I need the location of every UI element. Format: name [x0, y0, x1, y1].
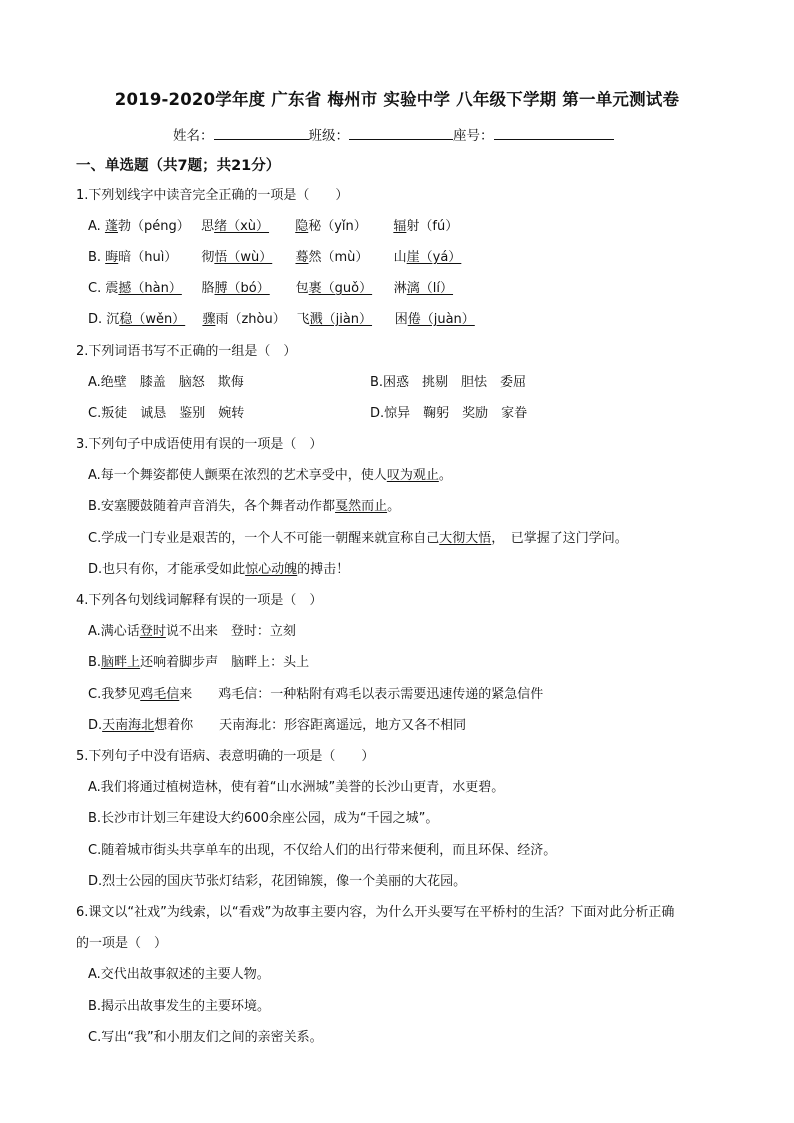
pinyin-item — [105, 280, 197, 298]
text-segment: B.安塞腰鼓随着声音消失，各个舞者动作都 — [88, 499, 336, 514]
text-segment: 还响着脚步声 脑畔上：头上 — [140, 655, 310, 670]
name-label: 姓名： — [173, 128, 214, 144]
text-segment: 淋 — [393, 281, 407, 296]
text-segment: B. — [88, 655, 102, 670]
question-3-stem: 3.下列句子中成语使用有误的一项是（ ） — [76, 437, 323, 452]
seat-field[interactable] — [494, 125, 614, 140]
text-segment: C.学成一门专业是艰苦的，一个人不可能一朝醒来就宣称自己 — [88, 531, 440, 546]
text-segment: 大彻大悟 — [439, 531, 492, 546]
pinyin-item — [296, 280, 390, 298]
pinyin-item — [202, 311, 292, 329]
question-6-option-a: A.交代出故事叙述的主要人物。 — [88, 967, 270, 982]
pinyin-item — [201, 218, 291, 236]
text-segment: 射（fú） — [406, 219, 459, 234]
text-segment: 来 鸡毛信：一种粘附有鸡毛以表示需要迅速传递的紧急信件 — [179, 687, 544, 702]
question-3-option-c — [88, 530, 628, 548]
class-label: 班级： — [308, 128, 349, 144]
text-segment: 天南海北 — [102, 718, 155, 733]
text-segment: B. — [88, 250, 102, 265]
text-segment: 飞 — [296, 312, 310, 327]
text-segment: 登时 — [139, 624, 166, 639]
question-1-option-c — [88, 280, 453, 298]
question-3-option-d — [88, 561, 349, 579]
pinyin-item — [295, 218, 389, 236]
text-segment: 蓬 — [104, 219, 118, 234]
text-segment: 蓦 — [295, 250, 309, 265]
question-4-option-d — [88, 717, 466, 735]
text-segment: 。 — [438, 468, 452, 483]
pinyin-item — [395, 311, 475, 329]
question-5-option-d: D.烈士公园的国庆节张灯结彩，花团锦簇，像一个美丽的大花园。 — [88, 874, 467, 889]
pinyin-item — [295, 249, 389, 267]
question-1-option-d — [88, 311, 475, 329]
text-segment: 辐 — [393, 219, 407, 234]
question-5-stem: 5.下列句子中没有语病、表意明确的一项是（ ） — [76, 749, 375, 764]
pinyin-item — [394, 249, 462, 267]
text-segment: C. — [88, 281, 102, 296]
pinyin-item — [201, 249, 291, 267]
question-4-option-c — [88, 686, 543, 704]
text-segment: ， 已掌握了这门学问。 — [491, 531, 628, 546]
question-2-option-b: B.困惑 挑剔 胆怯 委屈 — [370, 375, 527, 390]
text-segment: 隐 — [295, 219, 309, 234]
pinyin-item — [105, 218, 197, 236]
text-segment: 裹（guǒ） — [308, 281, 373, 296]
question-1-option-b — [88, 249, 461, 267]
text-segment: 叹为观止 — [386, 468, 439, 483]
text-segment: A.每一个舞姿都使人颤栗在浓烈的艺术享受中，使人 — [88, 468, 387, 483]
question-5-option-b: B.长沙市计划三年建设大约600余座公园，成为“千园之城”。 — [88, 811, 439, 826]
text-segment: A. — [88, 219, 101, 234]
question-5-option-c: C.随着城市街头共享单车的出现，不仅给人们的出行带来便利，而且环保、经济。 — [88, 843, 557, 858]
section-heading: 一、单选题（共7题；共21分） — [76, 158, 281, 174]
text-segment: 晦 — [105, 250, 119, 265]
text-segment: 脑畔上 — [101, 655, 141, 670]
text-segment: 的搏击！ — [297, 562, 350, 577]
text-segment: 沉 — [106, 312, 120, 327]
text-segment: 鸡毛信 — [140, 687, 180, 702]
pinyin-item — [297, 311, 391, 329]
text-segment: 胳 — [201, 281, 215, 296]
pinyin-item — [394, 280, 453, 298]
question-3-option-b — [88, 498, 400, 516]
text-segment: 。 — [387, 499, 401, 514]
text-segment: 困 — [394, 312, 408, 327]
text-segment: 勃（péng） — [117, 219, 190, 234]
text-segment: 彻 — [201, 250, 215, 265]
question-4-stem: 4.下列各句划线词解释有误的一项是（ ） — [76, 593, 323, 608]
text-segment: 包 — [295, 281, 309, 296]
question-6-option-c: C.写出“我”和小朋友们之间的亲密关系。 — [88, 1030, 323, 1045]
text-segment: 溅（jiàn） — [309, 312, 373, 327]
text-segment: 雨（zhòu） — [215, 312, 286, 327]
class-field[interactable] — [349, 125, 453, 140]
seat-label: 座号： — [453, 128, 494, 144]
question-4-option-a — [88, 623, 296, 641]
question-6-stem-line-2: 的一项是（ ） — [76, 936, 168, 951]
text-segment: D. — [88, 718, 103, 733]
text-segment: D. — [88, 312, 103, 327]
text-segment: 说不出来 登时：立刻 — [165, 624, 296, 639]
question-1-stem: 1.下列划线字中读音完全正确的一项是（ ） — [76, 188, 349, 203]
text-segment: 震 — [105, 281, 119, 296]
name-field[interactable] — [214, 125, 309, 140]
question-6-stem-line-1: 6.课文以“社戏”为线索，以“看戏”为故事主要内容，为什么开头要写在平桥村的生活？下面对此分析正确 — [76, 905, 675, 920]
question-2-option-a: A.绝壁 膝盖 脑怒 欺侮 — [88, 375, 244, 390]
text-segment: 膊（bó） — [214, 281, 270, 296]
text-segment: 思 — [201, 219, 215, 234]
question-4-option-b — [88, 654, 309, 672]
text-segment: 山 — [393, 250, 407, 265]
text-segment: C.我梦见 — [88, 687, 141, 702]
pinyin-item — [202, 280, 292, 298]
text-segment: 想着你 天南海北：形容距离遥远，地方又各不相同 — [154, 718, 467, 733]
text-segment: 惊心动魄 — [245, 562, 298, 577]
question-1-option-a — [88, 218, 458, 236]
pinyin-item — [105, 249, 197, 267]
question-5-option-a: A.我们将通过植树造林，使有着“山水洲城”美誉的长沙山更青，水更碧。 — [88, 780, 505, 795]
page-title: 2019-2020学年度 广东省 梅州市 实验中学 八年级下学期 第一单元测试卷 — [114, 90, 680, 109]
text-segment: 戛然而止 — [335, 499, 388, 514]
text-segment: 漓（lí） — [406, 281, 454, 296]
text-segment: D.也只有你，才能承受如此 — [88, 562, 246, 577]
text-segment: 倦（juàn） — [407, 312, 475, 327]
text-segment: 崖（yá） — [406, 250, 462, 265]
question-3-option-a — [88, 467, 452, 485]
text-segment: A.满心话 — [88, 624, 140, 639]
text-segment: 骤 — [202, 312, 216, 327]
pinyin-item — [393, 218, 458, 236]
text-segment: 秘（yǐn） — [308, 219, 367, 234]
question-2-option-d: D.惊异 鞠躬 奖励 家眷 — [370, 406, 528, 421]
question-2-stem: 2.下列词语书写不正确的一组是（ ） — [76, 344, 297, 359]
text-segment: 然（mù） — [308, 250, 369, 265]
text-segment: 暗（huì） — [118, 250, 178, 265]
text-segment: 稳（wěn） — [119, 312, 186, 327]
student-info-line — [173, 124, 614, 144]
text-segment: 绪（xù） — [214, 219, 270, 234]
question-6-option-b: B.揭示出故事发生的主要环境。 — [88, 999, 271, 1014]
text-segment: 悟（wù） — [214, 250, 273, 265]
text-segment: 撼（hàn） — [118, 281, 182, 296]
question-2-option-c: C.叛徒 诚恳 鉴别 婉转 — [88, 406, 245, 421]
pinyin-item — [106, 311, 198, 329]
